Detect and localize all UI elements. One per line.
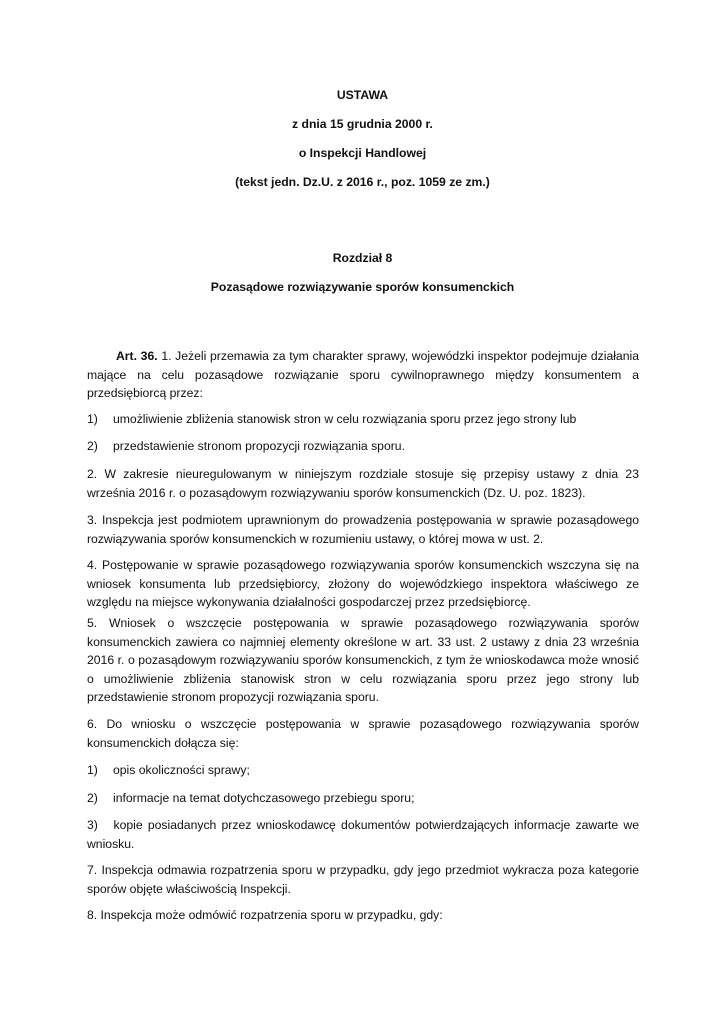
article-36-paragraph-3: 3. Inspekcja jest podmiotem uprawnionym do prowadzenia postępowania w sprawie pozasądowego rozwiązywania sporów konsumenckich w rozumieniu ustawy, o której mowa w ust. 2. [87,513,639,546]
article-36-paragraph-8: 8. Inspekcja może odmówić rozpatrzenia sporu w przypadku, gdy: [87,908,443,922]
list-item-text: przedstawienie stronom propozycji rozwiązania sporu. [113,439,405,453]
list-item-number: 1) [87,412,98,426]
paragraph-1-text: 1. Jeżeli przemawia za tym charakter sprawy, wojewódzki inspektor podejmuje działania mające na celu pozasądowe rozwiązanie sporu cywilnoprawnego między konsumentem a przedsiębiorcą przez: [87,349,639,401]
list-item [87,437,639,456]
list-item-number: 3) [87,818,98,832]
chapter-title: Pozasądowe rozwiązywanie sporów konsumenckich [210,280,515,294]
act-subject: o Inspekcji Handlowej [298,146,427,160]
list-item-number: 2) [87,439,98,453]
article-36-paragraph-7: 7. Inspekcja odmawia rozpatrzenia sporu w przypadku, gdy jego przedmiot wykracza poza kategorie sporów objęte właściwością Inspekcji. [87,863,639,896]
chapter-number: Rozdział 8 [332,251,393,265]
list-item-number: 2) [87,791,98,805]
act-title: USTAWA [336,88,389,102]
list-item [87,816,639,853]
list-item-number: 1) [87,763,98,777]
article-36-paragraph-4: 4. Postępowanie w sprawie pozasądowego rozwiązywania sporów konsumenckich wszczyna się na wniosek konsumenta lub przedsiębiorcy, złożony do wojewódzkiego inspektora właściwego ze względu na miejsce wykonywania działalności gospodarczej przez przedsiębiorcę. [87,558,639,610]
act-source: (tekst jedn. Dz.U. z 2016 r., poz. 1059 ze zm.) [235,175,490,189]
list-item-text: opis okoliczności sprawy; [113,763,250,777]
article-36-paragraph-6: 6. Do wniosku o wszczęcie postępowania w sprawie pozasądowego rozwiązywania sporów konsumenckich dołącza się: [87,717,639,750]
list-item-text: informacje na temat dotychczasowego przebiegu sporu; [113,791,415,805]
list-item-text: kopie posiadanych przez wnioskodawcę dokumentów potwierdzających informacje zawarte we wniosku. [87,818,639,851]
act-date: z dnia 15 grudnia 2000 r. [292,117,433,131]
list-item [87,410,639,429]
article-36-paragraph-1 [87,347,639,403]
list-item [87,761,639,780]
article-36-paragraph-5: 5. Wniosek o wszczęcie postępowania w sprawie pozasądowego rozwiązywania sporów konsumenckich zawiera co najmniej elementy określone w art. 33 ust. 2 ustawy z dnia 23 września 2016 r. o pozasądowym rozwiązywaniu sporów konsumenckich, z tym że wnioskodawca może wnosić o umożliwienie zbliżenia stanowisk stron w celu rozwiązania sporu przez jego strony lub przedstawienie stronom propozycji rozwiązania sporu. [87,616,639,705]
article-label: Art. 36. [116,349,158,363]
list-item [87,789,639,808]
article-36-paragraph-2: 2. W zakresie nieuregulowanym w niniejszym rozdziale stosuje się przepisy ustawy z dnia 23 września 2016 r. o pozasądowym rozwiązywaniu sporów konsumenckich (Dz. U. poz. 1823). [87,467,639,500]
list-item-text: umożliwienie zbliżenia stanowisk stron w celu rozwiązania sporu przez jego strony lub [113,412,577,426]
